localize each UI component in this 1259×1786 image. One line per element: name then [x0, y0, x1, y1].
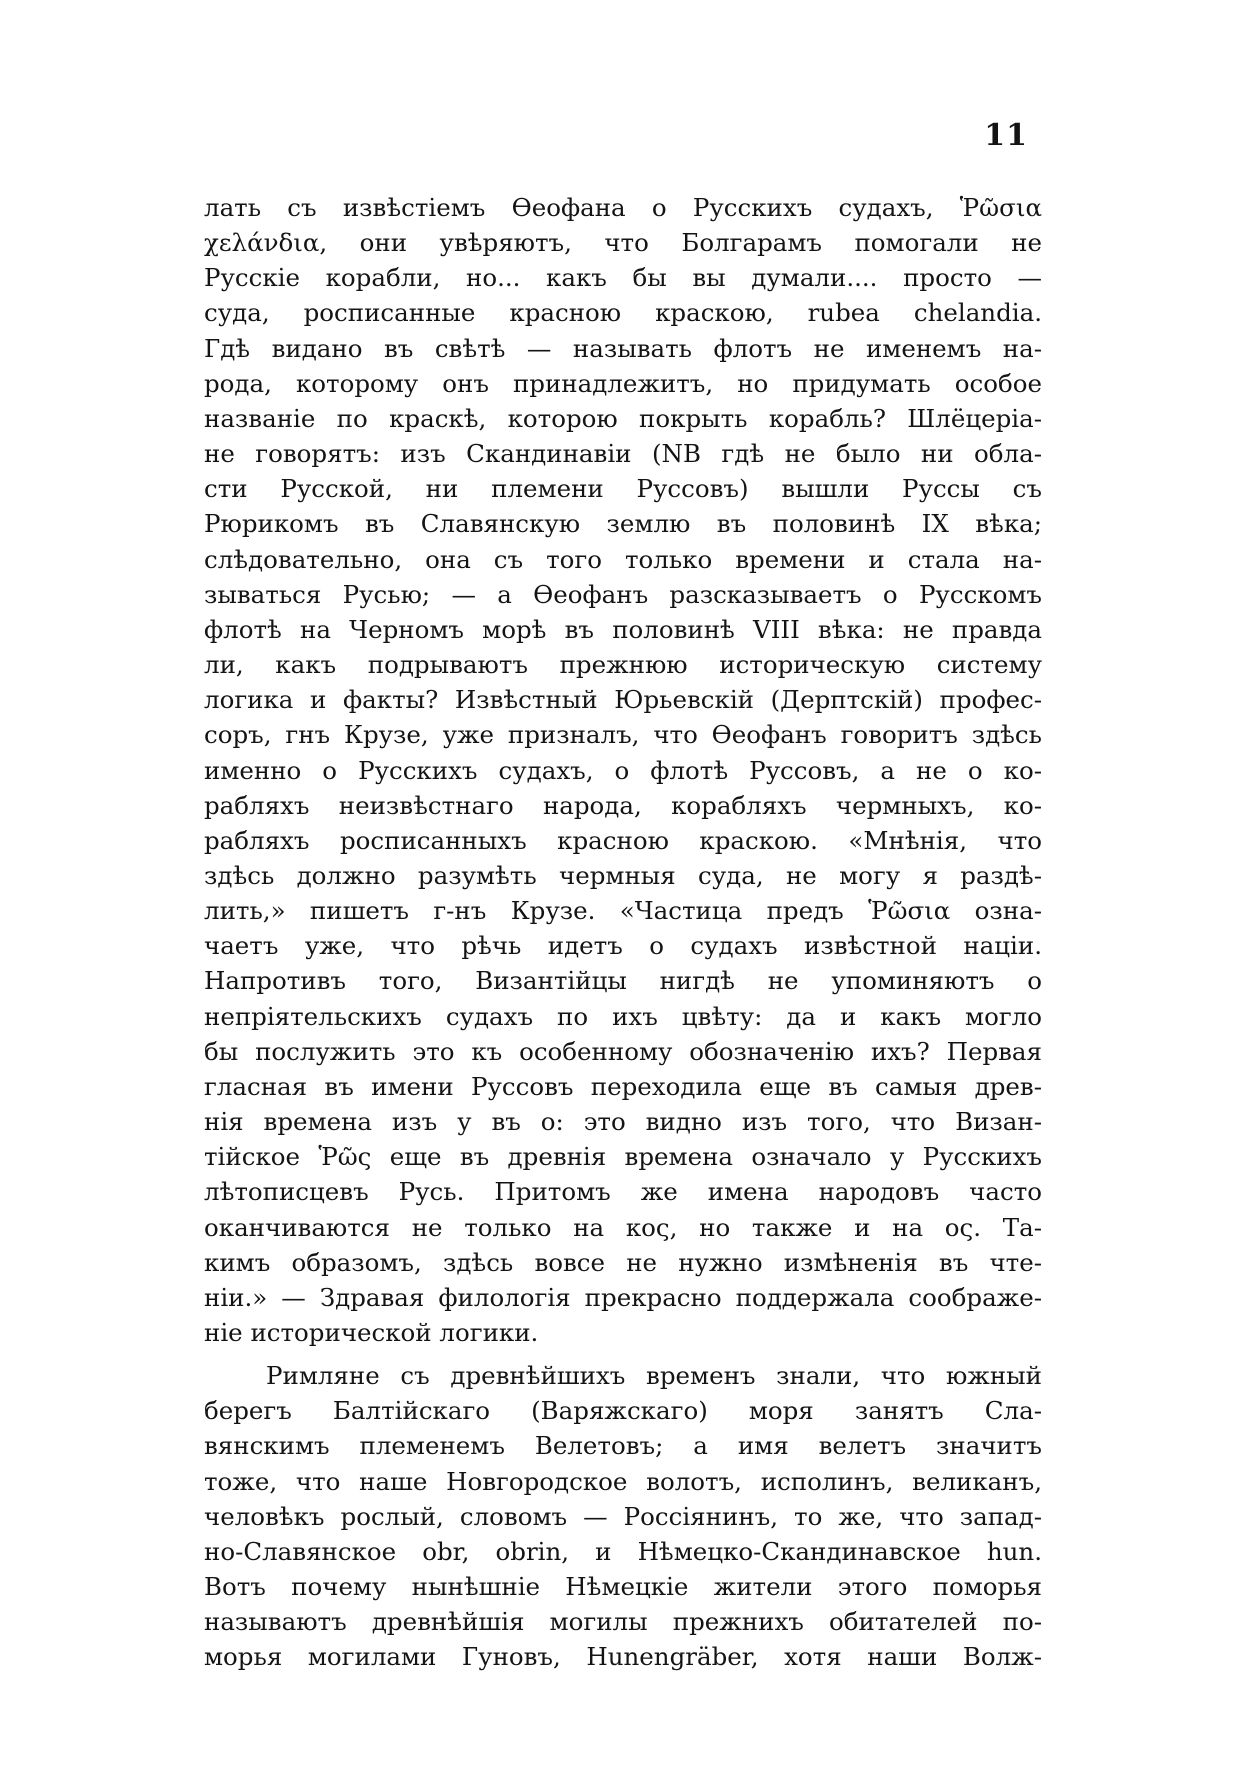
text-line: рабляхъ росписанныхъ красною краскою. «Мнѣнія, что [204, 825, 1042, 855]
text-line: бы послужить это къ особенному обозначенію ихъ? Первая [204, 1036, 1042, 1066]
text-line: Вотъ почему нынѣшніе Нѣмецкіе жители этого поморья [204, 1572, 1042, 1602]
text-line: но-Славянское obr, obrin, и Нѣмецко-Скандинавское hun. [204, 1536, 1042, 1566]
text-line: χελάνδια, они увѣряютъ, что Болгарамъ помогали не [204, 228, 1042, 258]
text-line: ніе исторической логики. [204, 1318, 539, 1347]
text-line: Напротивъ того, Византійцы нигдѣ не упоминяютъ о [204, 966, 1042, 996]
text-line: рода, которому онъ принадлежитъ, но придумать особое [204, 368, 1042, 398]
text-line: здѣсь должно разумѣть чермныя суда, не могу я раздѣ- [204, 860, 1042, 890]
text-line: гласная въ имени Руссовъ переходила еще въ самыя древ- [204, 1071, 1042, 1101]
text-line: кимъ образомъ, здѣсь вовсе не нужно измѣненія въ чте- [204, 1247, 1042, 1277]
text-line: оканчиваются не только на κος, но также и на ος. Та- [204, 1212, 1042, 1242]
text-line: тоже, что наше Новгородское волотъ, исполинъ, великанъ, [204, 1466, 1042, 1496]
text-line: называютъ древнѣйшія могилы прежнихъ обитателей по- [204, 1607, 1042, 1637]
text-line: морья могилами Гуновъ, Hunengräber, хотя наши Волж- [204, 1642, 1042, 1672]
text-line: Рюрикомъ въ Славянскую землю въ половинѣ IX вѣка; [204, 509, 1042, 539]
text-line: нія времена изъ у въ о: это видно изъ того, что Визан- [204, 1107, 1042, 1137]
text-line: лить,» пишетъ г-нъ Крузе. «Частица предъ Ῥῶσια озна- [204, 896, 1042, 926]
text-line: чаетъ уже, что рѣчь идетъ о судахъ извѣстной націи. [204, 931, 1042, 961]
page-number: 11 [984, 118, 1028, 153]
paragraph-gap [204, 1350, 1042, 1358]
text-line: флотѣ на Черномъ морѣ въ половинѣ VIII вѣка: не правда [204, 614, 1042, 644]
paragraph-1 [204, 190, 1042, 1350]
text-line: Русскіе корабли, но... какъ бы вы думали.... просто — [204, 263, 1042, 293]
text-line: зываться Русью; — а Ѳеофанъ разсказываетъ о Русскомъ [204, 579, 1042, 609]
text-line: не говорятъ: изъ Скандинавіи (NB гдѣ не было ни обла- [204, 439, 1042, 469]
text-line: сти Русской, ни племени Руссовъ) вышли Руссы съ [204, 474, 1042, 504]
text-line: лать съ извѣстіемъ Ѳеофана о Русскихъ судахъ, Ῥῶσια [204, 193, 1042, 222]
paragraph-2 [204, 1358, 1042, 1674]
text-line: ли, какъ подрываютъ прежнюю историческую систему [204, 650, 1042, 680]
text-line: Римляне съ древнѣйшихъ временъ знали, что южный [266, 1361, 1042, 1391]
text-line: Гдѣ видано въ свѣтѣ — называть флотъ не именемъ на- [204, 333, 1042, 363]
text-line: непріятельскихъ судахъ по ихъ цвѣту: да и какъ могло [204, 1001, 1042, 1031]
text-line: лѣтописцевъ Русь. Притомъ же имена народовъ часто [204, 1177, 1042, 1207]
text-line: тійское Ῥῶς еще въ древнія времена означало у Русскихъ [204, 1142, 1042, 1172]
body-text [204, 190, 1042, 1675]
text-line: вянскимъ племенемъ Велетовъ; а имя велетъ значитъ [204, 1431, 1042, 1461]
text-line: соръ, гнъ Крузе, уже призналъ, что Ѳеофанъ говоритъ здѣсь [204, 720, 1042, 750]
text-line: логика и факты? Извѣстный Юрьевскій (Дерптскій) профес- [204, 685, 1042, 715]
text-line: слѣдовательно, она съ того только времени и стала на- [204, 544, 1042, 574]
text-line: берегъ Балтійскаго (Варяжскаго) моря занятъ Сла- [204, 1396, 1042, 1426]
text-line: суда, росписанные красною краскою, rubea chelandia. [204, 298, 1042, 328]
text-line: названіе по краскѣ, которою покрыть корабль? Шлёцеріа- [204, 403, 1042, 433]
text-line: ніи.» — Здравая филологія прекрасно поддержала соображе- [204, 1282, 1042, 1312]
text-line: рабляхъ неизвѣстнаго народа, корабляхъ чермныхъ, ко- [204, 790, 1042, 820]
text-line: именно о Русскихъ судахъ, о флотѣ Руссовъ, а не о ко- [204, 755, 1042, 785]
text-line: человѣкъ рослый, словомъ — Россіянинъ, то же, что запад- [204, 1501, 1042, 1531]
